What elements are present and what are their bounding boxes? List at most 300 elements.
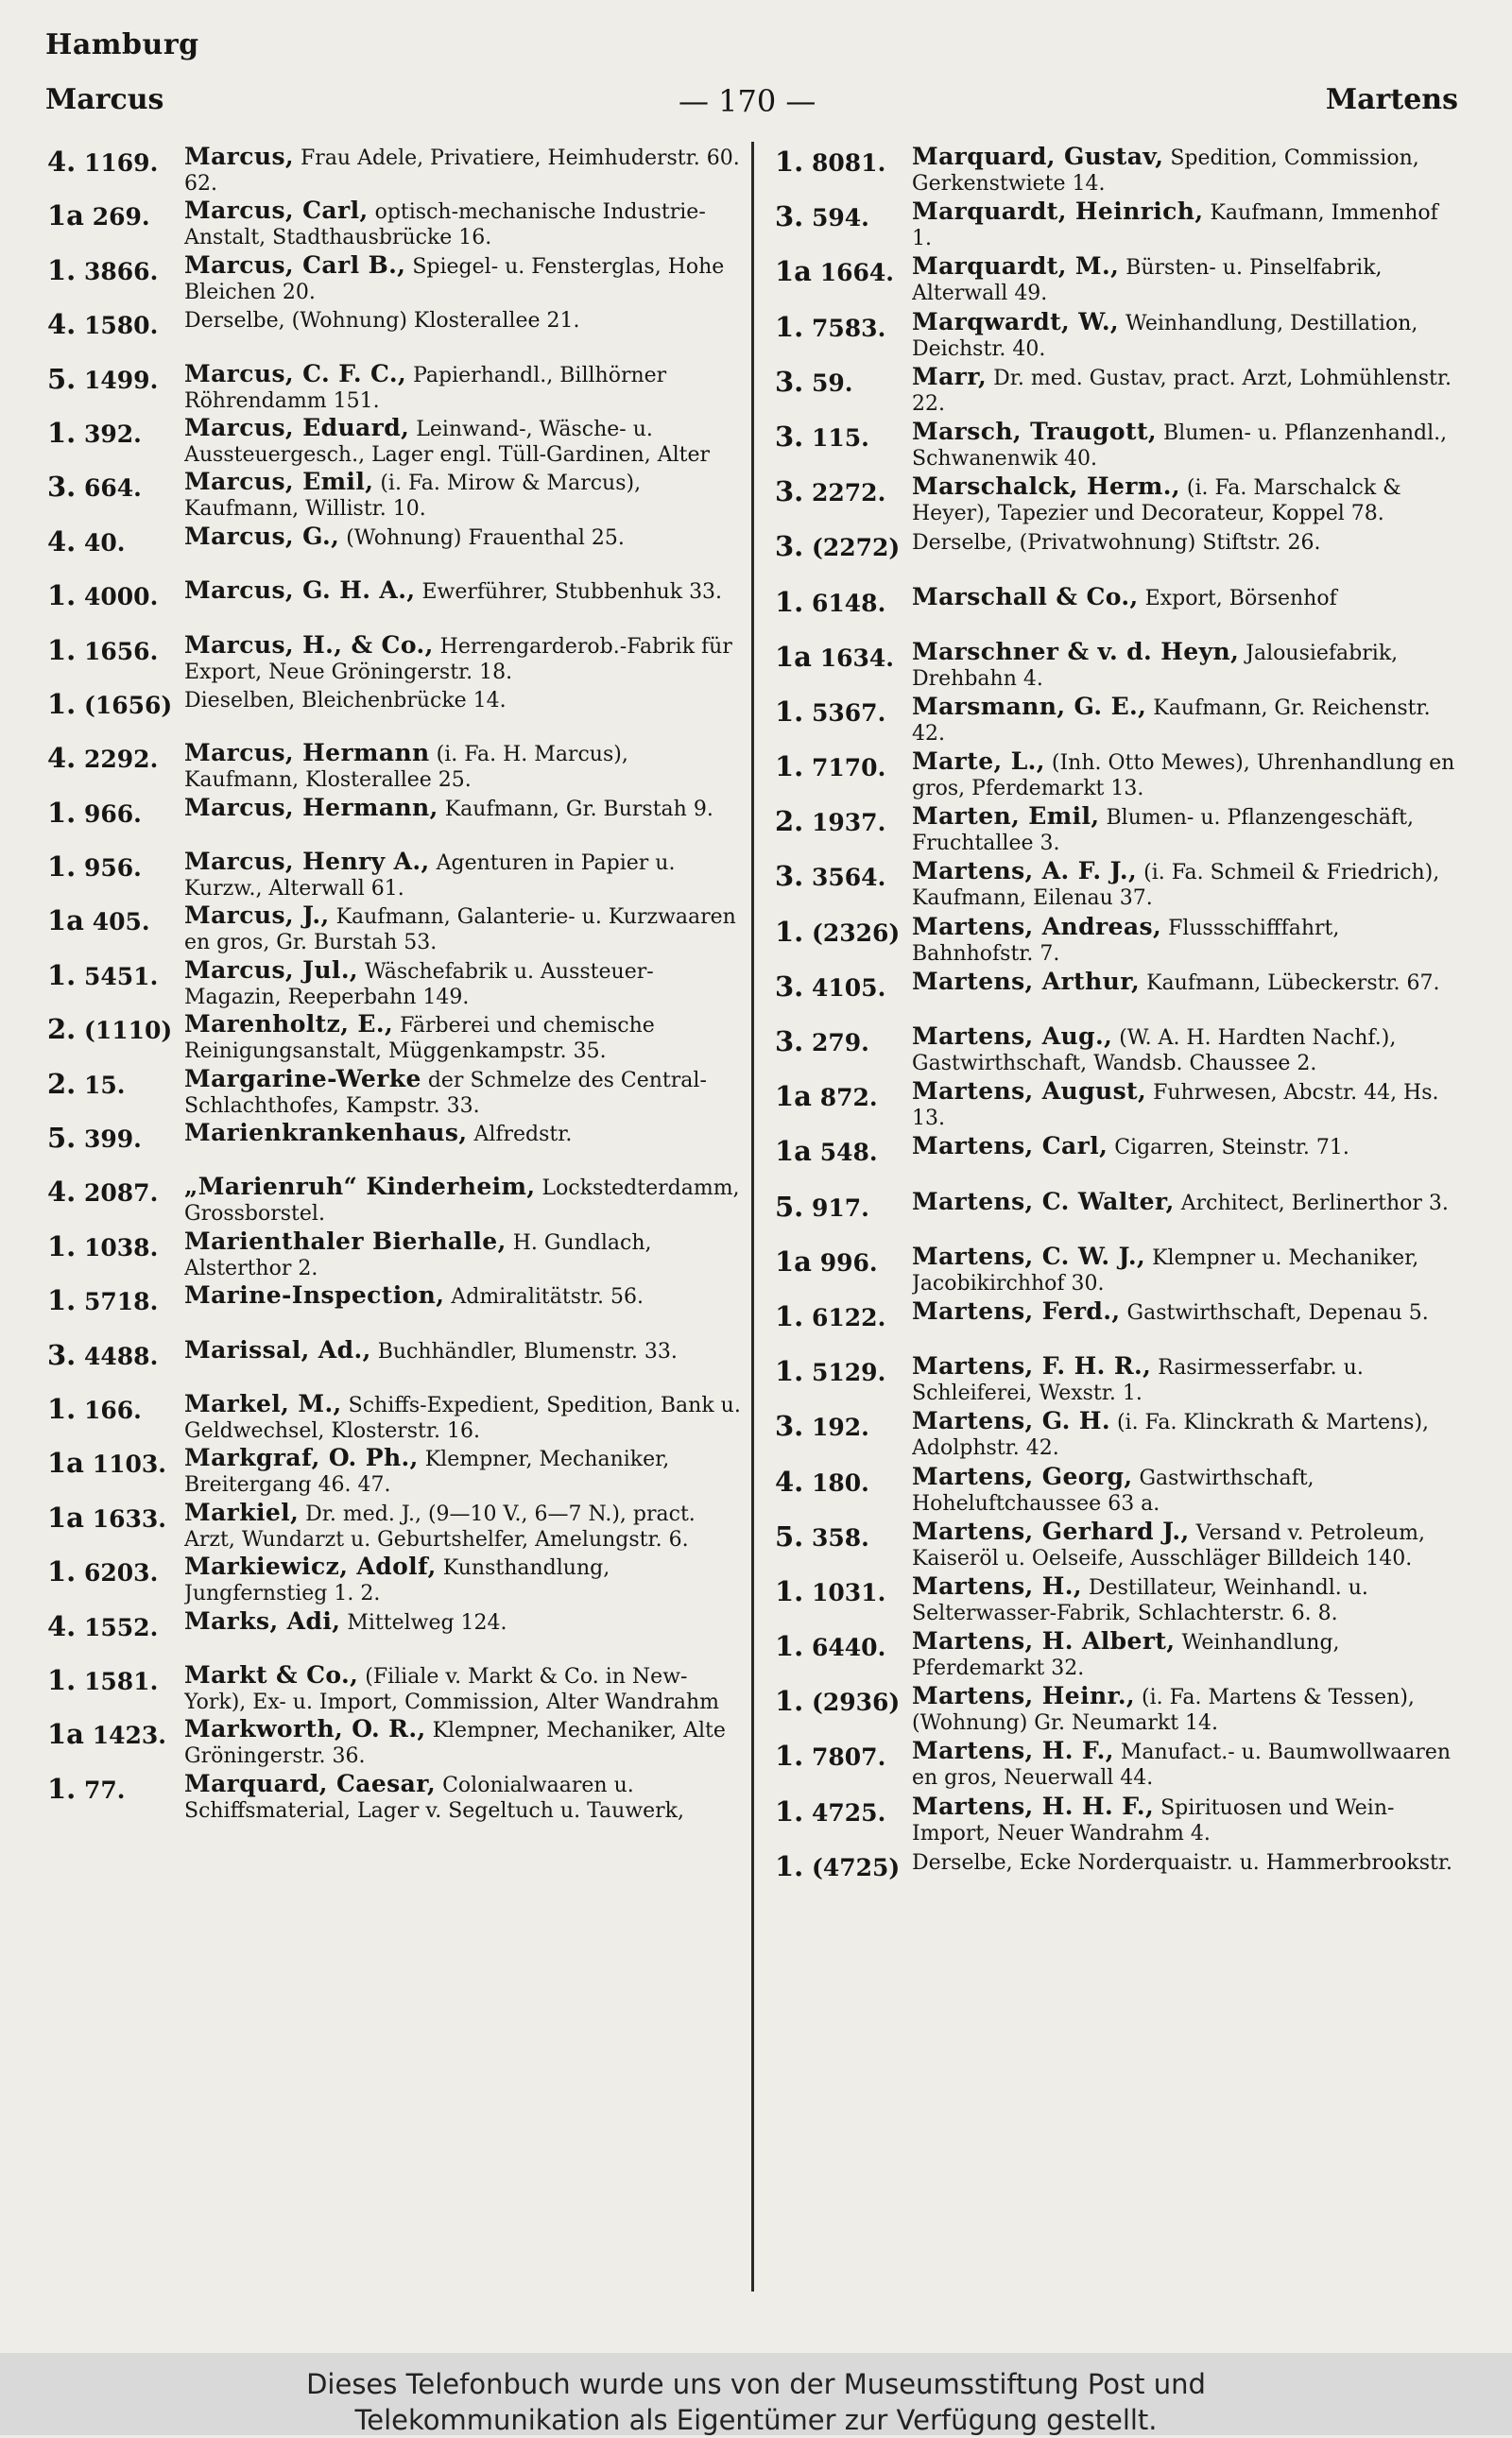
exchange-class: 3. xyxy=(775,970,804,1003)
left-column xyxy=(47,144,742,1825)
line-number: 269. xyxy=(92,203,150,232)
subscriber-details: Derselbe, (Wohnung) Klosterallee 21. xyxy=(184,309,580,334)
subscriber-name: Marissal, Ad., xyxy=(184,1336,371,1364)
directory-entry xyxy=(47,1174,742,1228)
line-number: 1580. xyxy=(84,312,159,340)
exchange-class: 1. xyxy=(47,1284,77,1317)
phone-number xyxy=(775,1848,912,1882)
phone-number xyxy=(47,1174,184,1208)
directory-entry xyxy=(775,1023,1460,1078)
subscriber-name: Marcus, Emil, xyxy=(184,469,374,496)
subscriber-name: Marcus, G., xyxy=(184,523,340,550)
directory-entry xyxy=(47,902,742,956)
exchange-class: 1. xyxy=(775,1355,804,1388)
phone-number xyxy=(47,1554,184,1588)
exchange-class: 1. xyxy=(47,1392,77,1425)
subscriber-details: Dieselben, Bleichenbrücke 14. xyxy=(184,688,507,713)
exchange-class: 1. xyxy=(47,1555,77,1588)
phone-number xyxy=(775,1078,912,1112)
exchange-class: 3. xyxy=(775,475,804,508)
phone-number xyxy=(47,849,184,883)
line-number: 917. xyxy=(812,1193,869,1222)
entry-text xyxy=(912,253,1460,306)
directory-entry xyxy=(775,1573,1460,1628)
subscriber-details: Klempner, Mechaniker, Alte Gröningerstr. 36. xyxy=(184,1719,726,1769)
directory-entry xyxy=(47,849,742,902)
entry-text xyxy=(184,686,742,713)
entry-text xyxy=(184,1554,742,1606)
subscriber-name: Marcus, Henry A., xyxy=(184,849,430,876)
entry-text xyxy=(912,1078,1460,1131)
subscriber-name: Markel, M., xyxy=(184,1390,342,1417)
directory-entry xyxy=(775,1519,1460,1573)
directory-entry xyxy=(775,473,1460,528)
exchange-class: 4. xyxy=(47,524,77,558)
line-number: 192. xyxy=(812,1414,869,1442)
phone-number xyxy=(775,1408,912,1442)
entry-text xyxy=(184,795,742,822)
entry-text xyxy=(912,1464,1460,1517)
phone-number xyxy=(775,473,912,507)
subscriber-details: (i. Fa. Klinckrath & Martens), Adolphstr. 42. xyxy=(912,1411,1430,1461)
line-number: 996. xyxy=(819,1248,878,1277)
entry-text xyxy=(912,639,1460,692)
subscriber-name: Marschner & v. d. Heyn, xyxy=(912,638,1240,665)
exchange-class: 1a xyxy=(775,1080,812,1113)
phone-number xyxy=(775,198,912,232)
directory-entry xyxy=(775,253,1460,308)
column-divider xyxy=(751,142,754,2292)
directory-entry xyxy=(775,198,1460,253)
line-number: (2272) xyxy=(812,534,901,562)
subscriber-details: Colonialwaaren u. Schiffsmaterial, Lager v. Segeltuch u. Tauwerk, xyxy=(184,1773,685,1823)
line-number: 166. xyxy=(84,1396,142,1424)
subscriber-name: Martens, C. W. J., xyxy=(912,1243,1146,1270)
entry-text xyxy=(184,1716,742,1769)
exchange-class: 2. xyxy=(47,1013,77,1046)
subscriber-details: Herrengarderob.-Fabrik für Export, Neue Gröningerstr. 18. xyxy=(184,634,732,684)
phone-number xyxy=(47,1120,184,1154)
directory-entry xyxy=(47,686,742,740)
directory-entry xyxy=(47,1771,742,1825)
line-number: 4725. xyxy=(812,1798,886,1827)
phone-number xyxy=(47,686,184,720)
entry-text xyxy=(184,144,742,197)
footer-line-1: Dieses Telefonbuch wurde uns von der Museumsstiftung Post und xyxy=(306,2368,1206,2400)
line-number: 1664. xyxy=(819,259,894,287)
phone-number xyxy=(47,1716,184,1750)
directory-entry xyxy=(47,1337,742,1391)
line-number: 6148. xyxy=(812,589,886,617)
exchange-class: 1. xyxy=(47,579,77,612)
line-number: 6203. xyxy=(84,1559,159,1588)
phone-number xyxy=(775,914,912,948)
entry-text xyxy=(184,1174,742,1227)
line-number: (2326) xyxy=(812,919,901,947)
directory-entry xyxy=(775,1738,1460,1793)
phone-number xyxy=(47,740,184,774)
line-number: 1499. xyxy=(84,366,159,394)
line-number: 40. xyxy=(84,528,126,557)
phone-number xyxy=(775,419,912,453)
subscriber-details: Alfredstr. xyxy=(473,1123,573,1147)
line-number: 7807. xyxy=(812,1743,886,1772)
subscriber-details: Gastwirthschaft, Depenau 5. xyxy=(1126,1300,1429,1325)
phone-number xyxy=(47,1228,184,1262)
phone-number xyxy=(47,1066,184,1100)
exchange-class: 1. xyxy=(47,850,77,884)
line-number: 8081. xyxy=(812,149,886,177)
directory-entry xyxy=(775,144,1460,198)
line-number: 4000. xyxy=(84,583,159,611)
line-number: 872. xyxy=(819,1084,878,1112)
subscriber-name: Markgraf, O. Ph., xyxy=(184,1445,419,1472)
subscriber-details: Agenturen in Papier u. Kurzw., Alterwall 61. xyxy=(184,851,676,901)
entry-text xyxy=(912,1628,1460,1681)
subscriber-name: Marcus, xyxy=(184,144,295,170)
subscriber-details: (Wohnung) Frauenthal 25. xyxy=(346,525,625,550)
subscriber-details: Kaufmann, Lübeckerstr. 67. xyxy=(1146,970,1440,995)
subscriber-details: Spiegel- u. Fensterglas, Hohe Bleichen 20. xyxy=(184,254,725,304)
subscriber-name: Marcus, Carl, xyxy=(184,197,369,225)
subscriber-details: Lockstedterdamm, Grossborstel. xyxy=(184,1176,740,1227)
directory-entry xyxy=(47,795,742,849)
subscriber-name: Martens, Gerhard J., xyxy=(912,1518,1190,1545)
entry-text xyxy=(912,1133,1460,1160)
subscriber-details: Kaufmann, Immenhof 1. xyxy=(912,201,1438,251)
subscriber-name: Marcus, Jul., xyxy=(184,956,359,984)
directory-entry xyxy=(47,1554,742,1607)
subscriber-name: Marcus, Eduard, xyxy=(184,414,410,441)
directory-entry xyxy=(47,740,742,794)
directory-entry xyxy=(47,197,742,251)
subscriber-name: Martens, Andreas, xyxy=(912,913,1162,940)
phone-number xyxy=(47,1771,184,1805)
subscriber-name: Martens, Aug., xyxy=(912,1023,1113,1050)
exchange-class: 1. xyxy=(775,1740,804,1773)
entry-text xyxy=(912,1683,1460,1736)
phone-number xyxy=(775,1794,912,1828)
subscriber-details: Fuhrwesen, Abcstr. 44, Hs. 13. xyxy=(912,1081,1439,1131)
entry-text xyxy=(184,469,742,522)
subscriber-details: Wäschefabrik u. Aussteuer-Magazin, Reeperbahn 149. xyxy=(184,959,654,1009)
phone-number xyxy=(775,748,912,782)
phone-number xyxy=(47,361,184,395)
subscriber-details: Dr. med. Gustav, pract. Arzt, Lohmühlenstr. 22. xyxy=(912,366,1452,416)
entry-text xyxy=(184,524,742,551)
subscriber-details: Bürsten- u. Pinselfabrik, Alterwall 49. xyxy=(912,256,1383,306)
line-number: 664. xyxy=(84,474,142,503)
exchange-class: 1. xyxy=(775,585,804,618)
line-number: 7170. xyxy=(812,754,886,782)
line-number: 279. xyxy=(812,1029,869,1056)
subscriber-details: Spedition, Commission, Gerkenstwiete 14. xyxy=(912,146,1419,196)
subscriber-name: Marsch, Traugott, xyxy=(912,418,1158,445)
line-number: 2087. xyxy=(84,1179,159,1208)
subscriber-details: Export, Börsenhof xyxy=(1144,586,1337,610)
directory-entry xyxy=(47,632,742,686)
subscriber-name: Marsmann, G. E., xyxy=(912,693,1147,720)
entry-text xyxy=(184,252,742,305)
line-number: 4105. xyxy=(812,973,886,1002)
subscriber-name: Marqwardt, W., xyxy=(912,308,1120,335)
directory-entry xyxy=(47,577,742,631)
entry-text xyxy=(184,902,742,955)
phone-number xyxy=(775,1628,912,1662)
directory-entry xyxy=(775,858,1460,913)
phone-number xyxy=(775,1133,912,1167)
subscriber-details: der Schmelze des Central-Schlachthofes, Kampstr. 33. xyxy=(184,1068,707,1118)
phone-number xyxy=(47,469,184,503)
subscriber-name: Martens, Carl, xyxy=(912,1133,1108,1160)
subscriber-name: Marquard, Caesar, xyxy=(184,1770,437,1797)
exchange-class: 1a xyxy=(775,255,812,288)
directory-entry xyxy=(775,1464,1460,1519)
entry-text xyxy=(184,849,742,901)
entry-text xyxy=(912,914,1460,967)
subscriber-name: Marcus, C. F. C., xyxy=(184,360,407,387)
subscriber-details: (W. A. H. Hardten Nachf.), Gastwirthschaft, Wandsb. Chaussee 2. xyxy=(912,1026,1397,1075)
entry-text xyxy=(184,306,742,334)
directory-entry xyxy=(47,306,742,360)
entry-text xyxy=(912,309,1460,362)
entry-text xyxy=(184,1500,742,1553)
subscriber-name: Martens, H. H. F., xyxy=(912,1793,1155,1820)
exchange-class: 3. xyxy=(47,471,77,504)
directory-entry xyxy=(47,144,742,197)
exchange-class: 1. xyxy=(775,695,804,728)
exchange-class: 3. xyxy=(775,1025,804,1057)
subscriber-details: Blumen- u. Pflanzenhandl., Schwanenwik 40. xyxy=(912,421,1448,471)
entry-text xyxy=(184,1662,742,1717)
exchange-class: 3. xyxy=(775,200,804,233)
line-number: 1103. xyxy=(92,1451,166,1479)
subscriber-name: Marks, Adi, xyxy=(184,1607,341,1635)
phone-number xyxy=(775,858,912,892)
entry-text xyxy=(912,1298,1460,1326)
phone-number xyxy=(47,1500,184,1534)
directory-entry xyxy=(775,419,1460,473)
subscriber-details: Flussschifffahrt, Bahnhofstr. 7. xyxy=(912,916,1340,966)
subscriber-details: Admiralitätstr. 56. xyxy=(451,1285,644,1310)
exchange-class: 3. xyxy=(775,1410,804,1443)
entry-text xyxy=(184,1011,742,1064)
phone-number xyxy=(47,252,184,286)
directory-entry xyxy=(47,1716,742,1770)
exchange-class: 4. xyxy=(775,1465,804,1498)
directory-entry xyxy=(775,1353,1460,1408)
phone-number xyxy=(775,969,912,1003)
line-number: 1038. xyxy=(84,1233,159,1262)
directory-entry xyxy=(47,1066,742,1120)
exchange-class: 1a xyxy=(47,1501,84,1534)
directory-entry xyxy=(775,1628,1460,1683)
line-number: 1656. xyxy=(84,637,159,665)
subscriber-name: Markworth, O. R., xyxy=(184,1716,426,1743)
subscriber-name: Marschalck, Herm., xyxy=(912,473,1180,501)
subscriber-name: Martens, Arthur, xyxy=(912,968,1141,995)
line-number: 399. xyxy=(84,1125,142,1154)
exchange-class: 1a xyxy=(47,1718,84,1751)
exchange-class: 4. xyxy=(47,742,77,775)
directory-entry xyxy=(775,1408,1460,1463)
line-number: 7583. xyxy=(812,314,886,342)
phone-number xyxy=(775,309,912,343)
phone-number xyxy=(47,524,184,558)
subscriber-details: Destillateur, Weinhandl. u. Selterwasser-Fabrik, Schlachterstr. 6. 8. xyxy=(912,1575,1368,1625)
line-number: 2292. xyxy=(84,746,159,774)
exchange-class: 4. xyxy=(47,1176,77,1209)
subscriber-name: Martens, Ferd., xyxy=(912,1297,1121,1325)
footer-banner xyxy=(0,2353,1512,2435)
directory-entry xyxy=(47,1662,742,1716)
phone-number xyxy=(775,1738,912,1772)
phone-number xyxy=(47,902,184,936)
exchange-class: 2. xyxy=(775,805,804,838)
directory-entry xyxy=(47,1500,742,1554)
line-number: 3564. xyxy=(812,864,886,892)
line-number: 1169. xyxy=(84,149,159,177)
line-number: 1031. xyxy=(812,1578,886,1606)
exchange-class: 2. xyxy=(47,1067,77,1100)
first-entry-keyword: Marcus xyxy=(45,83,164,116)
entry-text xyxy=(912,969,1460,996)
exchange-class: 4. xyxy=(47,308,77,341)
phone-number xyxy=(47,1445,184,1479)
entry-text xyxy=(184,740,742,793)
subscriber-details: Kaufmann, Gr. Burstah 9. xyxy=(444,797,713,821)
exchange-class: 1. xyxy=(47,796,77,829)
exchange-class: 1a xyxy=(47,199,84,232)
phone-number xyxy=(775,1353,912,1387)
line-number: 5718. xyxy=(84,1288,159,1316)
directory-entry xyxy=(775,364,1460,419)
exchange-class: 1. xyxy=(775,146,804,178)
line-number: 1937. xyxy=(812,809,886,837)
directory-entry xyxy=(775,528,1460,583)
directory-entry xyxy=(775,1794,1460,1848)
subscriber-name: „Marienruh“ Kinderheim, xyxy=(184,1174,536,1201)
page-header xyxy=(45,83,1458,125)
subscriber-name: Marienkrankenhaus, xyxy=(184,1120,468,1147)
directory-entry xyxy=(775,1133,1460,1188)
entry-text xyxy=(912,1573,1460,1626)
subscriber-name: Martens, August, xyxy=(912,1078,1147,1106)
subscriber-details: Kaufmann, Gr. Reichenstr. 42. xyxy=(912,695,1431,746)
subscriber-details: Leinwand-, Wäsche- u. Aussteuergesch., Lager engl. Tüll-Gardinen, Alter xyxy=(184,417,711,467)
subscriber-name: Marquardt, M., xyxy=(912,253,1120,281)
subscriber-details: Schiffs-Expedient, Spedition, Bank u. Geldwechsel, Klosterstr. 16. xyxy=(184,1393,741,1443)
line-number: 4488. xyxy=(84,1342,159,1370)
subscriber-details: Mittelweg 124. xyxy=(347,1610,507,1635)
line-number: 966. xyxy=(84,799,142,828)
phone-number xyxy=(775,144,912,178)
subscriber-name: Marcus, Hermann xyxy=(184,740,430,767)
subscriber-details: Weinhandlung, Destillation, Deichstr. 40. xyxy=(912,311,1418,361)
subscriber-details: Blumen- u. Pflanzengeschäft, Fruchtallee 3. xyxy=(912,806,1415,856)
subscriber-name: Marr, xyxy=(912,363,988,390)
subscriber-name: Martens, H. F., xyxy=(912,1738,1114,1765)
phone-number xyxy=(775,584,912,618)
line-number: (1656) xyxy=(84,691,173,719)
subscriber-name: Margarine-Werke xyxy=(184,1065,421,1092)
directory-entry xyxy=(775,584,1460,639)
exchange-class: 1. xyxy=(775,750,804,783)
subscriber-details: Derselbe, Ecke Norderquaistr. u. Hammerbrookstr. xyxy=(912,1850,1452,1875)
phone-number xyxy=(775,639,912,673)
line-number: 2272. xyxy=(812,479,886,507)
subscriber-name: Martens, C. Walter, xyxy=(912,1188,1175,1215)
line-number: 1634. xyxy=(819,644,894,672)
subscriber-name: Marine-Inspection, xyxy=(184,1282,445,1310)
directory-entry xyxy=(775,694,1460,748)
phone-number xyxy=(775,694,912,728)
entry-text xyxy=(184,957,742,1010)
subscriber-name: Marcus, H., & Co., xyxy=(184,631,434,659)
phone-number xyxy=(47,1662,184,1696)
phone-number xyxy=(47,144,184,178)
entry-text xyxy=(912,1848,1460,1876)
subscriber-name: Martens, F. H. R., xyxy=(912,1353,1152,1381)
phone-number xyxy=(47,957,184,991)
line-number: 1423. xyxy=(92,1722,166,1750)
entry-text xyxy=(912,1244,1460,1296)
subscriber-details: Cigarren, Steinstr. 71. xyxy=(1114,1136,1349,1160)
entry-text xyxy=(184,1282,742,1310)
line-number: 594. xyxy=(812,204,869,232)
entry-text xyxy=(912,419,1460,472)
subscriber-name: Martens, G. H. xyxy=(912,1408,1110,1435)
line-number: 59. xyxy=(812,369,853,397)
phone-number xyxy=(47,1391,184,1425)
exchange-class: 3. xyxy=(775,530,804,563)
line-number: 3866. xyxy=(84,257,159,285)
exchange-class: 1a xyxy=(775,640,812,673)
exchange-class: 1. xyxy=(47,958,77,991)
entry-text xyxy=(912,144,1460,197)
phone-number xyxy=(47,1337,184,1371)
entry-text xyxy=(184,1066,742,1119)
entry-text xyxy=(184,1608,742,1636)
phone-number xyxy=(775,1573,912,1607)
subscriber-name: Marte, L., xyxy=(912,748,1045,776)
exchange-class: 1. xyxy=(775,915,804,948)
subscriber-name: Marcus, Hermann, xyxy=(184,794,438,821)
line-number: 115. xyxy=(812,423,869,452)
directory-entry xyxy=(775,639,1460,694)
phone-number xyxy=(47,1282,184,1316)
entry-text xyxy=(912,528,1460,556)
entry-text xyxy=(912,748,1460,801)
subscriber-details: (Inh. Otto Mewes), Uhrenhandlung en gros, Pferdemarkt 13. xyxy=(912,751,1455,801)
entry-text xyxy=(912,473,1460,526)
entry-text xyxy=(184,1445,742,1498)
line-number: (4725) xyxy=(812,1853,901,1881)
entry-text xyxy=(184,1120,742,1147)
subscriber-details: Kaufmann, Galanterie- u. Kurzwaaren en gros, Gr. Burstah 53. xyxy=(184,905,736,955)
phone-number xyxy=(775,1298,912,1332)
subscriber-name: Marienthaler Bierhalle, xyxy=(184,1228,507,1255)
subscriber-name: Marten, Emil, xyxy=(912,803,1100,831)
directory-entry xyxy=(775,1298,1460,1353)
line-number: 15. xyxy=(84,1071,126,1099)
phone-number xyxy=(47,795,184,829)
subscriber-details: (i. Fa. Schmeil & Friedrich), Kaufmann, Eilenau 37. xyxy=(912,861,1440,911)
subscriber-details: Frau Adele, Privatiere, Heimhuderstr. 60. 62. xyxy=(184,146,740,196)
subscriber-details: Buchhändler, Blumenstr. 33. xyxy=(377,1339,678,1364)
subscriber-details: Jalousiefabrik, Drehbahn 4. xyxy=(912,641,1399,691)
exchange-class: 3. xyxy=(775,420,804,453)
